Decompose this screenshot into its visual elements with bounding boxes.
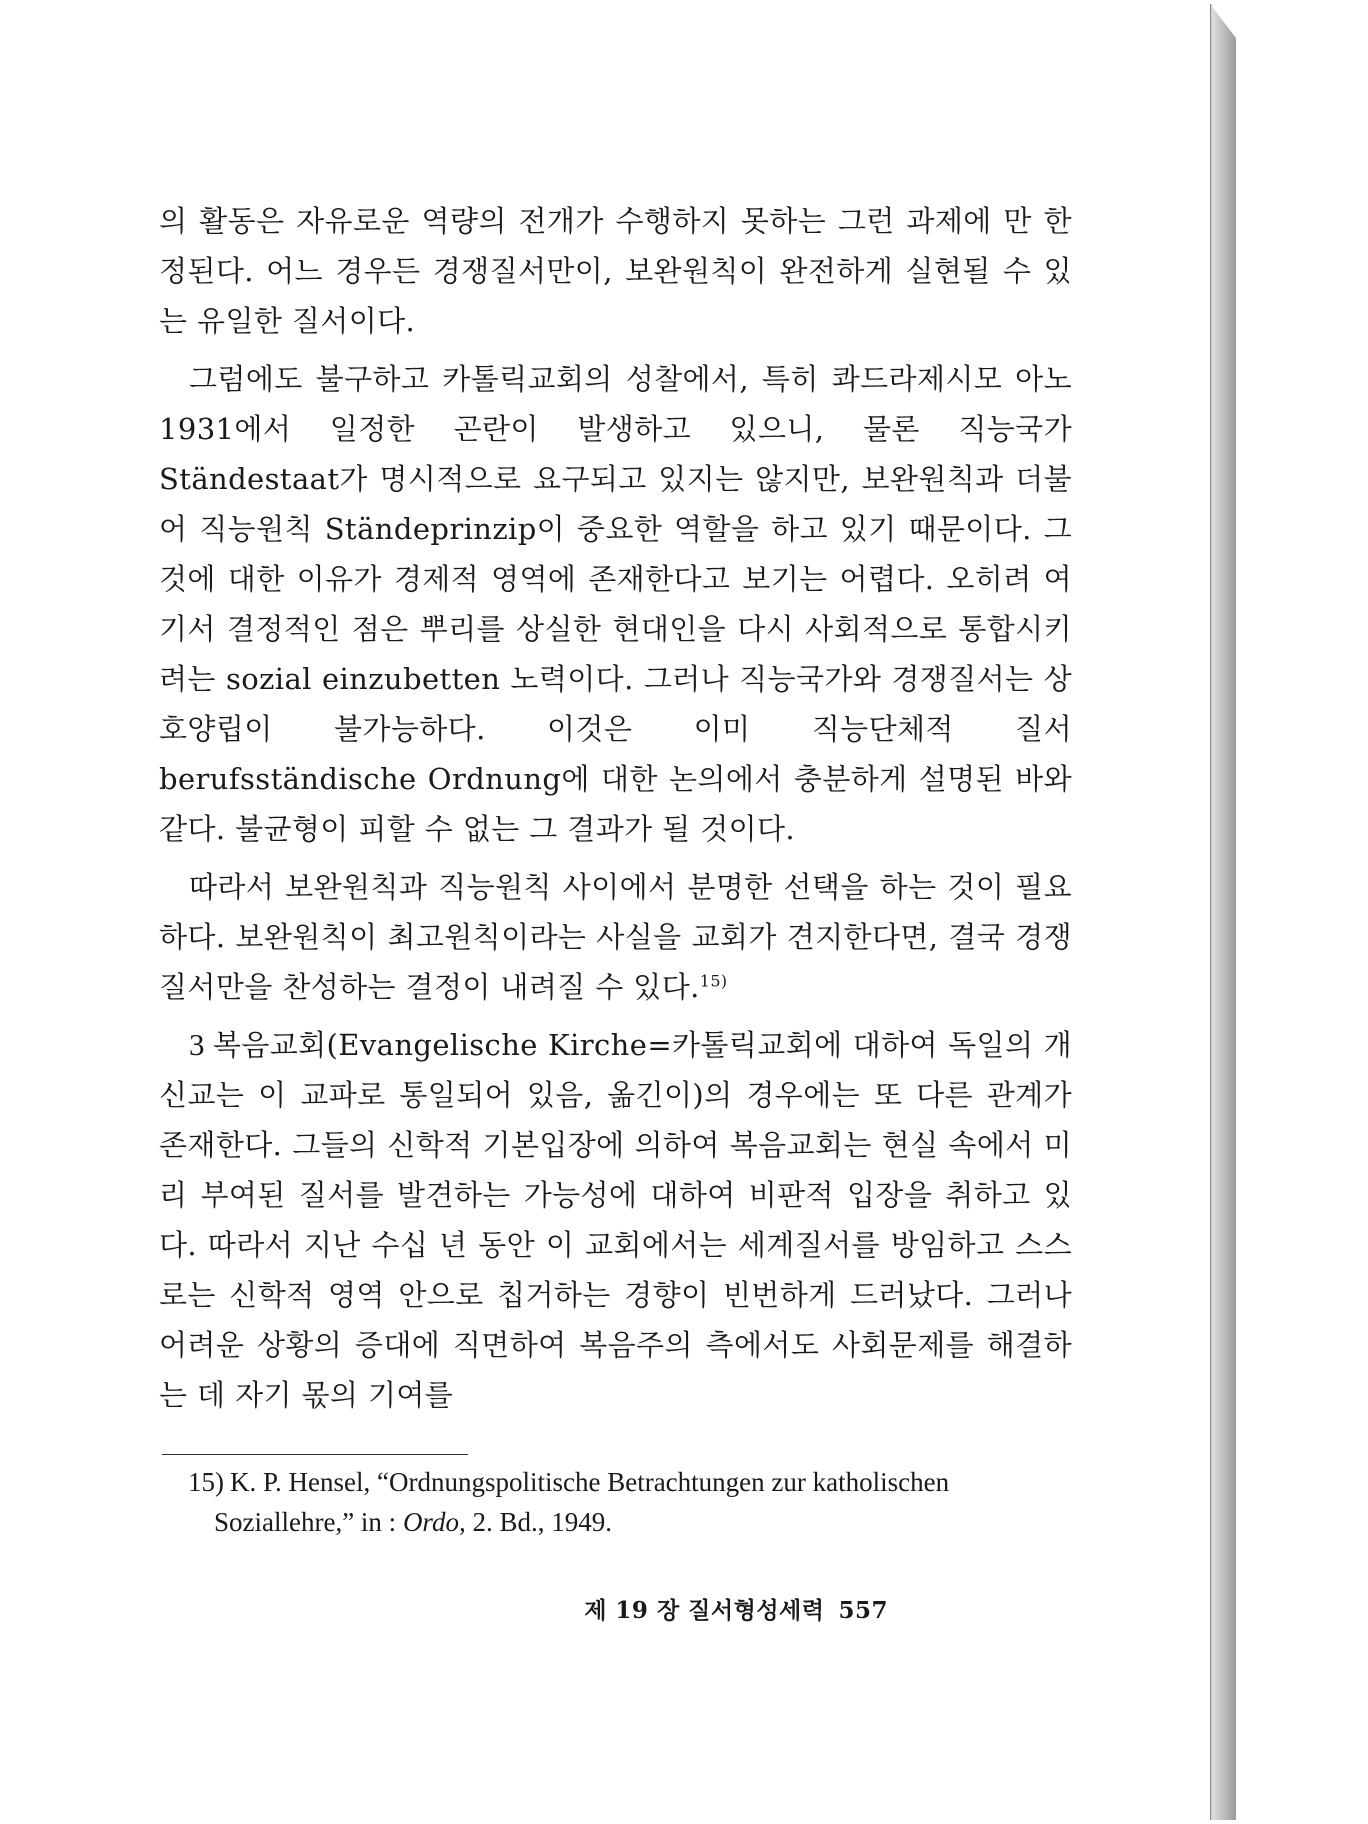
paragraph-3-text: 따라서 보완원칙과 직능원칙 사이에서 분명한 선택을 하는 것이 필요하다. 보완원칙이 최고원칙이라는 사실을 교회가 견지한다면, 결국 경쟁질서만을 찬성하는 결정이 내려질 수 있다. [159,870,1072,1004]
paragraph-4-text: 복음교회(Evangelische Kirche=카톨릭교회에 대하여 독일의 개신교는 이 교파로 통일되어 있음, 옮긴이)의 경우에는 또 다른 관계가 존재한다. 그들의 신학적 기본입장에 의하여 복음교회는 현실 속에서 미리 부여된 질서를 발견하는 가능성에 대하여 비판적 입장을 취하고 있다. 따라서 지난 수십 년 동안 이 교회에서는 세계질서를 방임하고 스스로는 신학적 영역 안으로 칩거하는 경향이 빈번하게 드러났다. 그러나 어려운 상황의 증대에 직면하여 복음주의 측에서도 사회문제를 해결하는 데 자기 몫의 기여를 [159,1028,1072,1412]
page-stack-edge [1210,4,1236,1820]
footnote-line-2-start: Soziallehre,” in : [214,1507,403,1537]
chapter-title: 제 19 장 질서형성세력 [584,1597,825,1624]
footnote-number: 15) [188,1467,224,1497]
footnote [188,1462,1074,1542]
footnote-line-2 [188,1502,1074,1542]
body-text [159,196,1072,1428]
paragraph-1: 의 활동은 자유로운 역량의 전개가 수행하지 못하는 그런 과제에 만 한정된다. 어느 경우든 경쟁질서만이, 보완원칙이 완전하게 실현될 수 있는 유일한 질서이다. [159,204,1072,338]
book-page [2,4,1211,1820]
running-footer [584,1592,888,1625]
section-number: 3 [189,1027,205,1062]
footnote-journal: Ordo, [402,1507,466,1537]
paragraph-4 [159,1020,1072,1420]
page-number: 557 [838,1597,888,1624]
footnote-reference: 15) [699,971,728,991]
paragraph-2: 그럼에도 불구하고 카톨릭교회의 성찰에서, 특히 콰드라제시모 아노 1931에서 일정한 곤란이 발생하고 있으니, 물론 직능국가 Ständestaat가 명시적으로 요구되고 있지는 않지만, 보완원칙과 더불어 직능원칙 Ständeprinzip이 중요한 역할을 하고 있기 때문이다. 그것에 대한 이유가 경제적 영역에 존재한다고 보기는 어렵다. 오히려 여기서 결정적인 점은 뿌리를 상실한 현대인을 다시 사회적으로 통합시키려는 sozial einzubetten 노력이다. 그러나 직능국가와 경쟁질서는 상호양립이 불가능하다. 이것은 이미 직능단체적 질서 berufsständische Ordnung에 대한 논의에서 충분하게 설명된 바와 같다. 불균형이 피할 수 없는 그 결과가 될 것이다. [159,362,1072,846]
footnote-line-1: K. P. Hensel, “Ordnungspolitische Betrachtungen zur katholischen [230,1467,950,1497]
paragraph-3 [159,862,1072,1012]
footnote-divider [162,1454,468,1455]
footnote-line-2-end: 2. Bd., 1949. [465,1507,612,1537]
